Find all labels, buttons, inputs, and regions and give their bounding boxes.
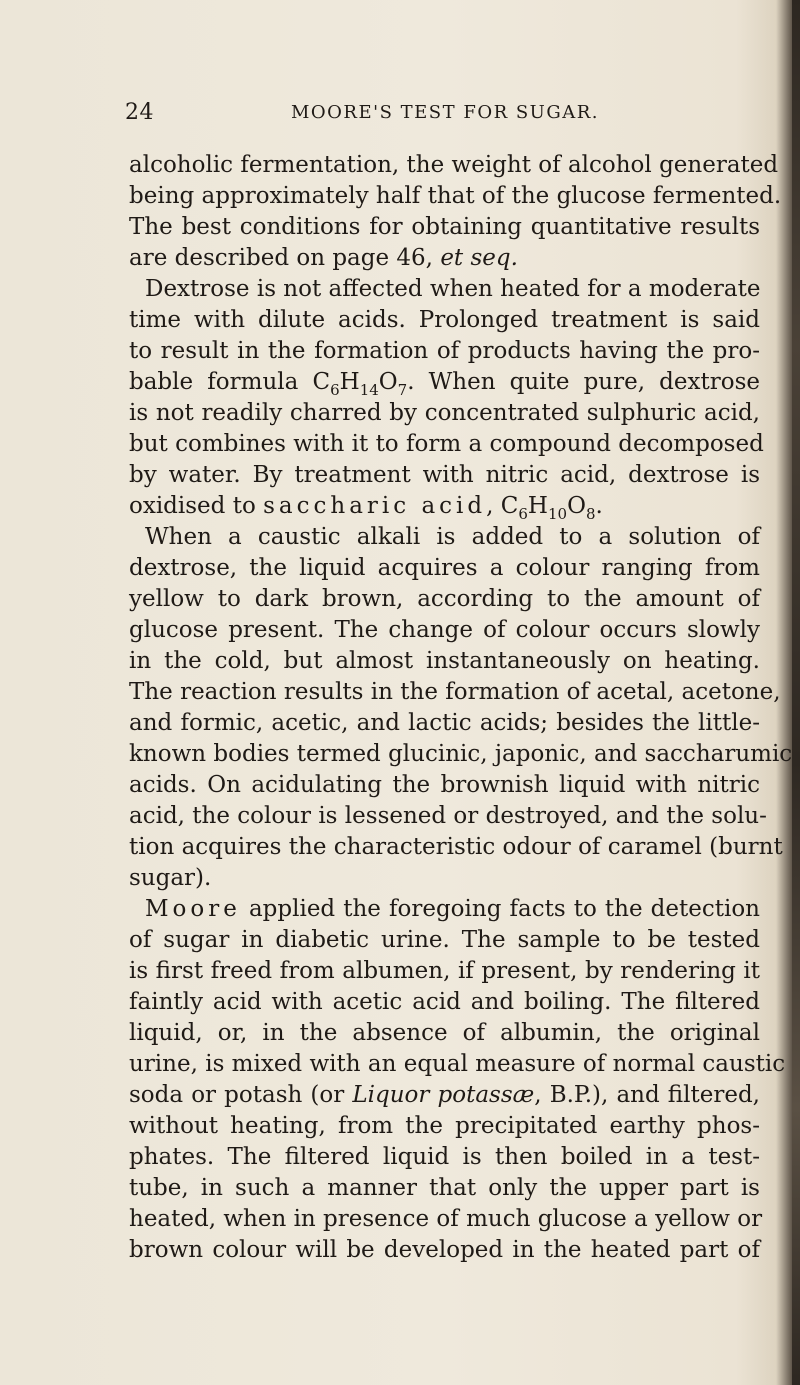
formula-line: bable formula $C_6H_{14}O_7$. When quite pure, dextrose [129, 369, 760, 399]
text-line: without heating, from the precipitated earthy phos- [129, 1113, 760, 1139]
text-line: faintly acid with acetic acid and boiling. The filtered [129, 989, 760, 1015]
text-line: liquid, or, in the absence of albumin, the original [129, 1020, 760, 1046]
text-line: The best conditions for obtaining quantitative results [129, 214, 760, 240]
text-line: glucose present. The change of colour occurs slowly [129, 617, 760, 643]
text-line: being approximately half that of the glucose fermented. [129, 183, 782, 209]
text-line: of sugar in diabetic urine. The sample to be tested [129, 927, 760, 953]
page-number: 24 [125, 100, 154, 125]
text-line: dextrose, the liquid acquires a colour ranging from [129, 555, 760, 581]
text-line: yellow to dark brown, according to the amount of [129, 586, 760, 612]
text-line: phates. The filtered liquid is then boiled in a test- [129, 1144, 760, 1170]
text-line: time with dilute acids. Prolonged treatment is said [129, 307, 760, 333]
text-line: by water. By treatment with nitric acid, dextrose is [129, 462, 760, 488]
text-line: are described on page 46, et seq. [129, 245, 518, 271]
spaced-author-name: Moore [145, 896, 241, 922]
text-line: alcoholic fermentation, the weight of alcohol generated [129, 152, 779, 178]
text-line: is not readily charred by concentrated sulphuric acid, [129, 400, 760, 426]
text-line: soda or potash (or Liquor potassæ, B.P.), and filtered, [129, 1082, 760, 1108]
text-line: is first freed from albumen, if present, by rendering it [129, 958, 760, 984]
text-line: tube, in such a manner that only the upper part is [129, 1175, 760, 1201]
running-title: MOORE'S TEST FOR SUGAR. [290, 102, 599, 123]
text-line: to result in the formation of products having the pro- [129, 338, 760, 364]
text-line: urine, is mixed with an equal measure of normal caustic [129, 1051, 786, 1077]
text-line: and formic, acetic, and lactic acids; besides the little- [129, 710, 760, 736]
page-edge-shadow [792, 0, 800, 1385]
text-line: tion acquires the characteristic odour of caramel (burnt [129, 834, 783, 860]
body-text [129, 150, 793, 1266]
text-line: Dextrose is not affected when heated for a moderate [145, 276, 761, 302]
text-line: brown colour will be developed in the heated part of [129, 1237, 760, 1263]
text-line: heated, when in presence of much glucose a yellow or [129, 1206, 763, 1232]
text-line: When a caustic alkali is added to a solution of [145, 524, 760, 550]
page-header [125, 100, 765, 130]
formula-line: oxidised to saccharic acid, $C_6H_{10}O_8$. [129, 493, 603, 523]
spaced-term: saccharic acid [263, 493, 487, 519]
text-line: sugar). [129, 865, 212, 891]
text-line: acids. On acidulating the brownish liquid with nitric [129, 772, 760, 798]
text-line: known bodies termed glucinic, japonic, and saccharumic [129, 741, 793, 767]
text-line: The reaction results in the formation of acetal, acetone, [129, 679, 781, 705]
italic-et-seq: et seq. [440, 245, 518, 271]
text-line: in the cold, but almost instantaneously on heating. [129, 648, 760, 674]
italic-liquor-potassae: Liquor potassæ [352, 1082, 535, 1108]
text-line: Moore applied the foregoing facts to the detection [145, 896, 760, 922]
text-line: but combines with it to form a compound decomposed [129, 431, 764, 457]
text-line: acid, the colour is lessened or destroyed, and the solu- [129, 803, 767, 829]
